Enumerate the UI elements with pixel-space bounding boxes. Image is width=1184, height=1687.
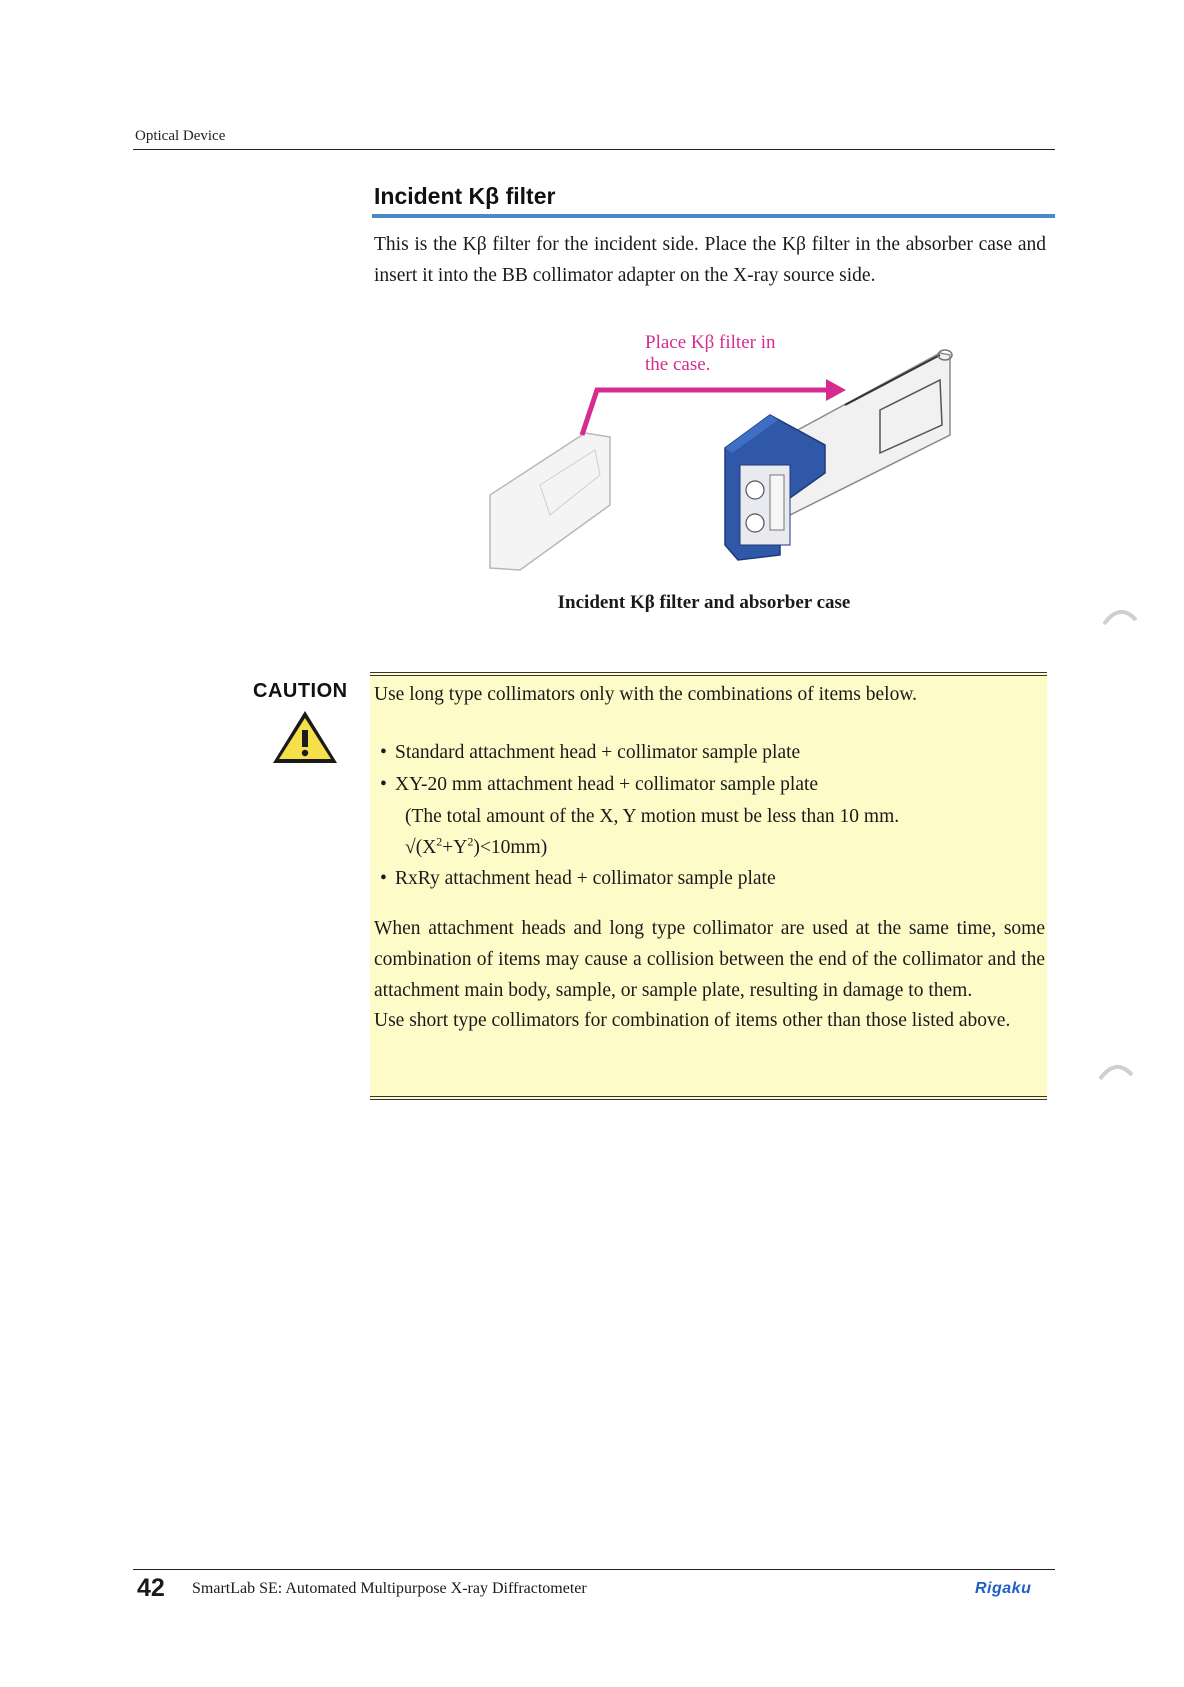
caution-paragraph-collision: When attachment heads and long type collimator are used at the same time, some combination of items may cause a collision between the end of the collimator and the attachment main body, sample, or sample plate, resulting in damage to them. [374,918,1045,1001]
title-underline [372,214,1055,218]
caution-label: CAUTION [253,680,348,702]
footer-title: SmartLab SE: Automated Multipurpose X-ray Diffractometer [192,1580,587,1597]
footer-rule [133,1569,1055,1570]
figure-callout [645,332,825,376]
brand-logo: Rigaku [975,1580,1032,1597]
motion-note [380,801,899,863]
caution-paragraphs [374,914,1045,1037]
list-item: • Standard attachment head + collimator sample plate [380,742,801,763]
motion-note-line1: (The total amount of the X, Y motion must be less than 10 mm. [405,806,900,827]
running-header: Optical Device [135,128,226,144]
page-number: 42 [137,1574,165,1602]
caution-intro: Use long type collimators only with the combinations of items below. [374,684,918,705]
caution-paragraph-short-type: Use short type collimators for combination of items other than those listed above. [374,1010,1011,1032]
header-rule [133,149,1055,150]
figure-callout-line1: Place Kβ filter in [645,332,776,353]
list-item: • RxRy attachment head + collimator sample plate [380,868,776,889]
section-title: Incident Kβ filter [374,183,556,209]
binding-hole-mark [1100,600,1140,640]
warning-triangle-icon [270,708,340,766]
list-item: • XY-20 mm attachment head + collimator sample plate [380,774,819,795]
motion-note-formula: $√(X^2+Y^2)<10mm$) [405,834,548,858]
binding-hole-mark [1096,1055,1136,1095]
intro-paragraph: This is the Kβ filter for the incident side. Place the Kβ filter in the absorber case and insert it into the BB collimator adapter on the X-ray source side. [374,234,1046,286]
caution-list [380,737,899,895]
kbeta-filter-plate [490,433,610,570]
figure-caption: Incident Kβ filter and absorber case [557,592,851,613]
figure-callout-line2: the case. [645,354,711,375]
